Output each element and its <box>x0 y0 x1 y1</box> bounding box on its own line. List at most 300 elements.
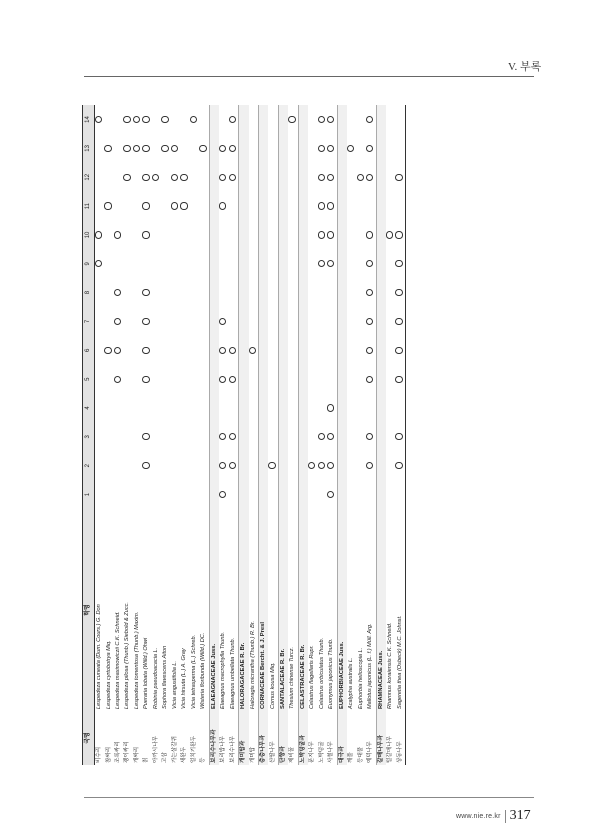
presence-cell <box>259 336 269 365</box>
scientific-name: EUPHORBIACEAE Juss. <box>338 641 345 709</box>
presence-cell <box>142 422 151 451</box>
scientific-name: Pueraria lobata (Willd.) Ohwi <box>143 637 150 709</box>
presence-cell <box>376 249 386 278</box>
presence-cell <box>268 394 278 423</box>
col-header-site: 3 <box>84 435 91 439</box>
presence-cell <box>199 365 209 394</box>
local-name: 보리밥나무 <box>220 735 227 763</box>
presence-cell <box>395 249 405 278</box>
presence-cell <box>123 221 132 250</box>
col-header-site: 5 <box>84 377 91 381</box>
presence-cell <box>114 451 123 480</box>
scientific-name: Celastrus flagellaris Rupr. <box>309 645 316 709</box>
presence-cell <box>318 336 327 365</box>
species-row <box>308 105 317 765</box>
presence-cell <box>298 336 308 365</box>
presence-cell <box>199 278 209 307</box>
presence-circle-icon <box>357 174 364 181</box>
scientific-name: Elaeagnus umbellata Thunb. <box>229 637 236 709</box>
presence-cell <box>386 394 395 423</box>
page-footer <box>456 808 531 824</box>
presence-cell <box>395 336 405 365</box>
presence-circle-icon <box>395 347 402 354</box>
presence-circle-icon <box>161 145 168 152</box>
local-name: 산딸나무 <box>269 741 276 763</box>
presence-cell <box>104 336 113 365</box>
presence-cell <box>171 422 180 451</box>
presence-circle-icon <box>142 347 149 354</box>
presence-cell <box>229 163 239 192</box>
presence-cell <box>229 394 239 423</box>
family-row <box>209 105 219 765</box>
species-row <box>249 105 259 765</box>
presence-cell <box>298 278 308 307</box>
presence-cell <box>209 221 219 250</box>
presence-cell <box>376 365 386 394</box>
presence-cell <box>308 221 317 250</box>
presence-circle-icon <box>366 116 373 123</box>
local-name: 상동나무 <box>396 741 403 763</box>
presence-circle-icon <box>142 116 149 123</box>
presence-cell <box>268 422 278 451</box>
presence-cell <box>123 307 132 336</box>
presence-cell <box>366 365 376 394</box>
presence-cell <box>133 278 142 307</box>
presence-cell <box>249 105 259 134</box>
presence-cell <box>123 249 132 278</box>
species-row <box>386 105 395 765</box>
presence-circle-icon <box>142 376 149 383</box>
species-row <box>180 105 189 765</box>
col-header-site: 10 <box>84 231 91 239</box>
local-name: 조록싸리 <box>115 741 121 763</box>
local-name: 대극과 <box>338 746 345 763</box>
species-row <box>219 105 228 765</box>
local-name: 개싸리 <box>133 746 140 763</box>
scientific-name: Sageretia thea (Osbeck) M.C. Johnst. <box>396 615 403 709</box>
presence-cell <box>123 451 132 480</box>
presence-cell <box>239 451 249 480</box>
col-header-site: 7 <box>84 319 91 324</box>
presence-cell <box>114 134 123 163</box>
presence-cell <box>288 451 298 480</box>
local-name: 푼지나무 <box>309 741 316 763</box>
presence-cell <box>142 221 151 250</box>
presence-circle-icon <box>366 174 373 181</box>
presence-cell <box>347 336 356 365</box>
presence-cell <box>386 307 395 336</box>
scientific-name: SANTALACEAE R. Br. <box>279 648 286 709</box>
species-row <box>104 105 113 765</box>
species-row <box>152 105 161 765</box>
presence-cell <box>337 134 347 163</box>
presence-cell <box>249 365 259 394</box>
presence-cell <box>229 422 239 451</box>
presence-cell <box>268 278 278 307</box>
presence-cell <box>133 365 142 394</box>
species-row <box>95 105 105 765</box>
col-header-site: 6 <box>84 348 91 352</box>
presence-cell <box>104 134 113 163</box>
presence-cell <box>298 105 308 134</box>
scientific-name: Celastrus orbiculatus Thunb. <box>318 637 325 709</box>
presence-cell <box>209 394 219 423</box>
presence-circle-icon <box>366 318 373 325</box>
presence-cell <box>337 163 347 192</box>
presence-cell <box>209 365 219 394</box>
presence-cell <box>123 365 132 394</box>
presence-cell <box>268 163 278 192</box>
presence-cell <box>199 163 209 192</box>
footer-rule <box>84 797 534 798</box>
presence-cell <box>114 278 123 307</box>
presence-cell <box>171 394 180 423</box>
presence-cell <box>95 249 105 278</box>
presence-circle-icon <box>366 231 373 238</box>
scientific-name: Haloragis micrantha (Thunb.) R. Br. <box>249 620 256 709</box>
local-name: 단향과 <box>279 746 286 763</box>
presence-circle-icon <box>308 462 315 469</box>
presence-cell <box>180 422 189 451</box>
presence-cell <box>337 422 347 451</box>
presence-cell <box>376 163 386 192</box>
presence-circle-icon <box>327 203 334 210</box>
presence-cell <box>114 249 123 278</box>
presence-cell <box>259 105 269 134</box>
presence-cell <box>180 451 189 480</box>
presence-cell <box>268 192 278 221</box>
presence-cell <box>298 221 308 250</box>
presence-cell <box>347 134 356 163</box>
presence-circle-icon <box>104 203 111 210</box>
presence-cell <box>142 105 151 134</box>
presence-cell <box>259 134 269 163</box>
presence-cell <box>123 278 132 307</box>
presence-cell <box>180 336 189 365</box>
presence-cell <box>347 480 356 509</box>
presence-circle-icon <box>123 145 130 152</box>
local-name: 개미탑과 <box>240 740 247 763</box>
presence-cell <box>337 394 347 423</box>
presence-cell <box>152 221 161 250</box>
local-name: 새완두 <box>181 746 188 763</box>
presence-circle-icon <box>142 289 149 296</box>
presence-cell <box>104 451 113 480</box>
presence-cell <box>190 105 199 134</box>
presence-cell <box>327 192 337 221</box>
presence-cell <box>298 163 308 192</box>
presence-cell <box>288 192 298 221</box>
species-row <box>229 105 239 765</box>
presence-cell <box>239 480 249 509</box>
presence-cell <box>104 163 113 192</box>
presence-cell <box>249 192 259 221</box>
presence-cell <box>337 451 347 480</box>
presence-cell <box>239 365 249 394</box>
species-row <box>171 105 180 765</box>
presence-cell <box>161 249 170 278</box>
col-header-site: 9 <box>84 262 91 266</box>
presence-cell <box>278 105 288 134</box>
presence-cell <box>357 422 366 451</box>
presence-cell <box>209 451 219 480</box>
presence-circle-icon <box>229 462 236 469</box>
presence-cell <box>288 422 298 451</box>
presence-circle-icon <box>318 260 325 267</box>
presence-cell <box>123 336 132 365</box>
presence-cell <box>171 278 180 307</box>
species-row <box>199 105 209 765</box>
presence-cell <box>357 307 366 336</box>
presence-cell <box>95 365 105 394</box>
presence-cell <box>114 105 123 134</box>
presence-cell <box>268 480 278 509</box>
presence-cell <box>318 451 327 480</box>
presence-cell <box>171 221 180 250</box>
presence-circle-icon <box>114 318 121 325</box>
presence-cell <box>357 163 366 192</box>
presence-cell <box>318 394 327 423</box>
presence-cell <box>190 365 199 394</box>
family-row <box>376 105 386 765</box>
species-row <box>142 105 151 765</box>
scientific-name: ELAEAGNACEAE Juss. <box>210 643 217 709</box>
presence-circle-icon <box>327 231 334 238</box>
presence-cell <box>376 394 386 423</box>
presence-cell <box>259 422 269 451</box>
presence-cell <box>161 365 170 394</box>
presence-cell <box>239 336 249 365</box>
presence-cell <box>239 278 249 307</box>
scientific-name: Cornus kousa Miq. <box>269 662 276 709</box>
presence-cell <box>104 221 113 250</box>
presence-cell <box>133 307 142 336</box>
presence-cell <box>308 336 317 365</box>
presence-circle-icon <box>190 116 197 123</box>
presence-cell <box>133 422 142 451</box>
presence-cell <box>337 192 347 221</box>
presence-cell <box>376 192 386 221</box>
presence-cell <box>180 134 189 163</box>
presence-cell <box>318 365 327 394</box>
presence-circle-icon <box>161 116 168 123</box>
presence-cell <box>347 278 356 307</box>
presence-circle-icon <box>219 462 226 469</box>
presence-cell <box>278 480 288 509</box>
presence-circle-icon <box>114 376 121 383</box>
presence-cell <box>366 192 376 221</box>
presence-cell <box>219 422 228 451</box>
presence-cell <box>171 163 180 192</box>
presence-cell <box>219 163 228 192</box>
presence-circle-icon <box>395 260 402 267</box>
presence-cell <box>133 192 142 221</box>
presence-cell <box>142 336 151 365</box>
presence-cell <box>199 451 209 480</box>
presence-cell <box>114 480 123 509</box>
presence-cell <box>209 278 219 307</box>
presence-cell <box>180 163 189 192</box>
presence-cell <box>152 134 161 163</box>
presence-cell <box>357 451 366 480</box>
presence-circle-icon <box>114 289 121 296</box>
presence-cell <box>337 336 347 365</box>
presence-cell <box>180 278 189 307</box>
presence-cell <box>298 480 308 509</box>
local-name: 보리수나무과 <box>210 729 217 763</box>
page-number: 317 <box>509 808 531 823</box>
presence-cell <box>347 422 356 451</box>
presence-cell <box>376 221 386 250</box>
presence-cell <box>337 221 347 250</box>
presence-cell <box>142 278 151 307</box>
local-name: 등 <box>200 757 207 763</box>
presence-cell <box>142 365 151 394</box>
presence-circle-icon <box>386 231 393 238</box>
presence-cell <box>114 336 123 365</box>
presence-cell <box>104 307 113 336</box>
presence-cell <box>190 221 199 250</box>
presence-circle-icon <box>318 145 325 152</box>
presence-cell <box>104 278 113 307</box>
presence-cell <box>239 134 249 163</box>
col-header-scientific-name: 학명 <box>84 604 91 616</box>
scientific-name: Acalypha australis L. <box>348 657 355 709</box>
presence-cell <box>199 249 209 278</box>
presence-cell <box>347 163 356 192</box>
presence-cell <box>327 278 337 307</box>
presence-circle-icon <box>288 116 295 123</box>
presence-cell <box>114 192 123 221</box>
presence-cell <box>318 221 327 250</box>
presence-circle-icon <box>123 174 130 181</box>
presence-cell <box>161 105 170 134</box>
local-name: 괭이싸리 <box>124 741 131 763</box>
presence-cell <box>219 365 228 394</box>
presence-cell <box>199 480 209 509</box>
presence-cell <box>357 336 366 365</box>
presence-cell <box>337 307 347 336</box>
presence-circle-icon <box>95 231 102 238</box>
presence-cell <box>288 394 298 423</box>
presence-cell <box>190 192 199 221</box>
presence-cell <box>161 451 170 480</box>
presence-cell <box>190 451 199 480</box>
presence-cell <box>259 307 269 336</box>
presence-cell <box>123 422 132 451</box>
presence-cell <box>347 307 356 336</box>
local-name: 고삼 <box>162 752 169 763</box>
presence-cell <box>95 192 105 221</box>
col-header-site: 2 <box>84 464 91 468</box>
presence-cell <box>171 365 180 394</box>
presence-circle-icon <box>171 203 178 210</box>
presence-circle-icon <box>229 376 236 383</box>
presence-cell <box>327 394 337 423</box>
presence-cell <box>395 422 405 451</box>
presence-cell <box>337 249 347 278</box>
presence-cell <box>199 307 209 336</box>
presence-cell <box>259 451 269 480</box>
presence-cell <box>199 422 209 451</box>
presence-cell <box>278 422 288 451</box>
presence-cell <box>298 249 308 278</box>
scientific-name: CELASTRACEAE R. Br. <box>299 644 306 709</box>
presence-cell <box>318 422 327 451</box>
scientific-name: Vicia tetrasperma (L.) Schreb. <box>190 634 197 709</box>
presence-cell <box>357 249 366 278</box>
presence-cell <box>161 192 170 221</box>
presence-cell <box>268 105 278 134</box>
presence-cell <box>268 365 278 394</box>
presence-cell <box>395 480 405 509</box>
presence-circle-icon <box>327 491 334 498</box>
presence-cell <box>386 192 395 221</box>
presence-cell <box>386 422 395 451</box>
presence-cell <box>219 394 228 423</box>
presence-cell <box>278 365 288 394</box>
presence-circle-icon <box>327 260 334 267</box>
presence-circle-icon <box>268 462 275 469</box>
scientific-name: Elaeagnus macrophylla Thunb. <box>220 631 227 709</box>
presence-cell <box>327 249 337 278</box>
presence-circle-icon <box>229 145 236 152</box>
presence-cell <box>268 451 278 480</box>
presence-cell <box>209 422 219 451</box>
presence-cell <box>386 365 395 394</box>
presence-cell <box>318 480 327 509</box>
presence-cell <box>357 192 366 221</box>
local-name: 사철나무 <box>328 741 335 763</box>
presence-circle-icon <box>95 260 102 267</box>
presence-cell <box>104 394 113 423</box>
presence-circle-icon <box>219 318 226 325</box>
presence-cell <box>180 307 189 336</box>
species-row <box>114 105 123 765</box>
presence-cell <box>133 134 142 163</box>
presence-circle-icon <box>104 145 111 152</box>
presence-cell <box>366 105 376 134</box>
presence-cell <box>199 336 209 365</box>
presence-cell <box>395 192 405 221</box>
presence-cell <box>229 278 239 307</box>
presence-cell <box>366 134 376 163</box>
presence-cell <box>288 278 298 307</box>
presence-circle-icon <box>142 462 149 469</box>
presence-circle-icon <box>395 433 402 440</box>
species-row <box>327 105 337 765</box>
presence-cell <box>288 221 298 250</box>
presence-cell <box>161 336 170 365</box>
presence-cell <box>239 163 249 192</box>
presence-cell <box>123 105 132 134</box>
presence-cell <box>268 307 278 336</box>
presence-cell <box>239 192 249 221</box>
presence-cell <box>347 105 356 134</box>
species-row <box>357 105 366 765</box>
presence-circle-icon <box>249 347 256 354</box>
presence-circle-icon <box>318 116 325 123</box>
presence-cell <box>133 163 142 192</box>
presence-cell <box>133 105 142 134</box>
presence-cell <box>357 278 366 307</box>
presence-cell <box>347 192 356 221</box>
presence-cell <box>366 336 376 365</box>
presence-cell <box>239 221 249 250</box>
presence-cell <box>278 249 288 278</box>
family-row <box>259 105 269 765</box>
scientific-name: Euonymus japonicus Thunb. <box>328 638 335 709</box>
